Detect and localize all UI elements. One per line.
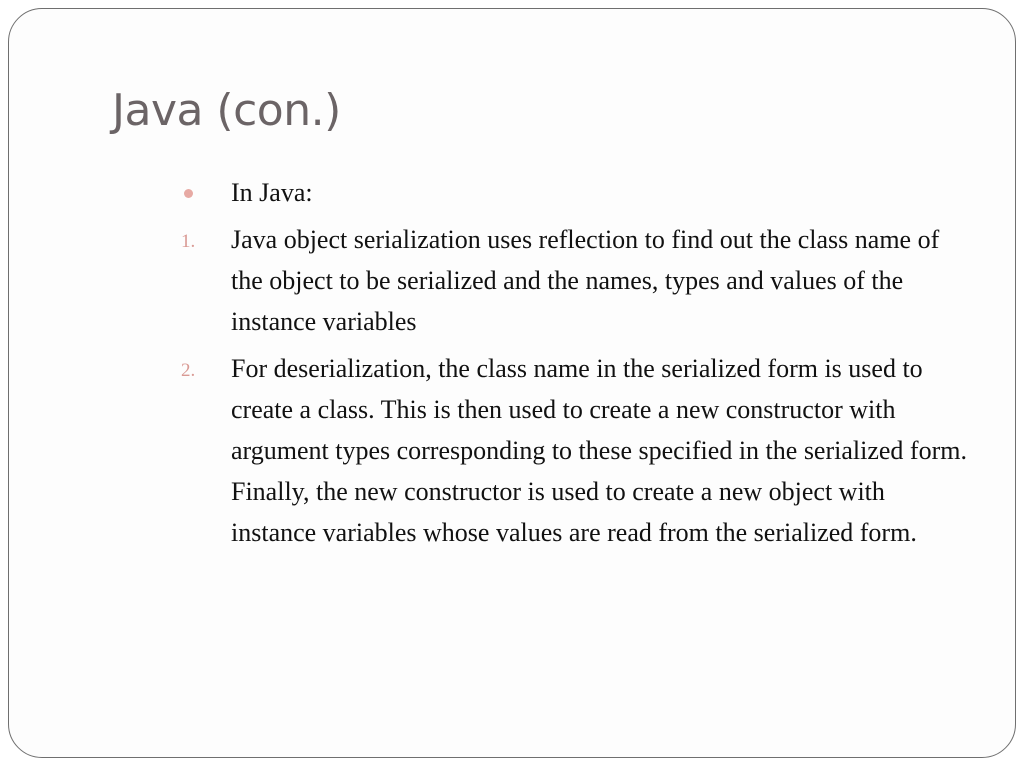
numbered-item-2 (181, 348, 971, 553)
slide-frame (8, 8, 1016, 758)
numbered-item-text: For deserialization, the class name in the serialized form is used to create a class. This is then used to create a new constructor with argument types corresponding to these specified in the serialized form. Finally, the new constructor is used to create a new object with instance variables whose values are read from the serialized form. (231, 354, 967, 547)
bullet-item-text: In Java: (231, 178, 313, 207)
numbered-item-marker: 2. (181, 360, 196, 381)
slide-content (181, 172, 971, 559)
slide-title: Java (con.) (112, 85, 341, 136)
bullet-item (181, 172, 971, 213)
numbered-item-text: Java object serialization uses reflection to find out the class name of the object to be serialized and the names, types and values of the instance variables (231, 225, 940, 336)
bullet-dot-icon (184, 189, 193, 198)
numbered-item-1 (181, 219, 971, 342)
numbered-item-marker: 1. (181, 231, 196, 252)
